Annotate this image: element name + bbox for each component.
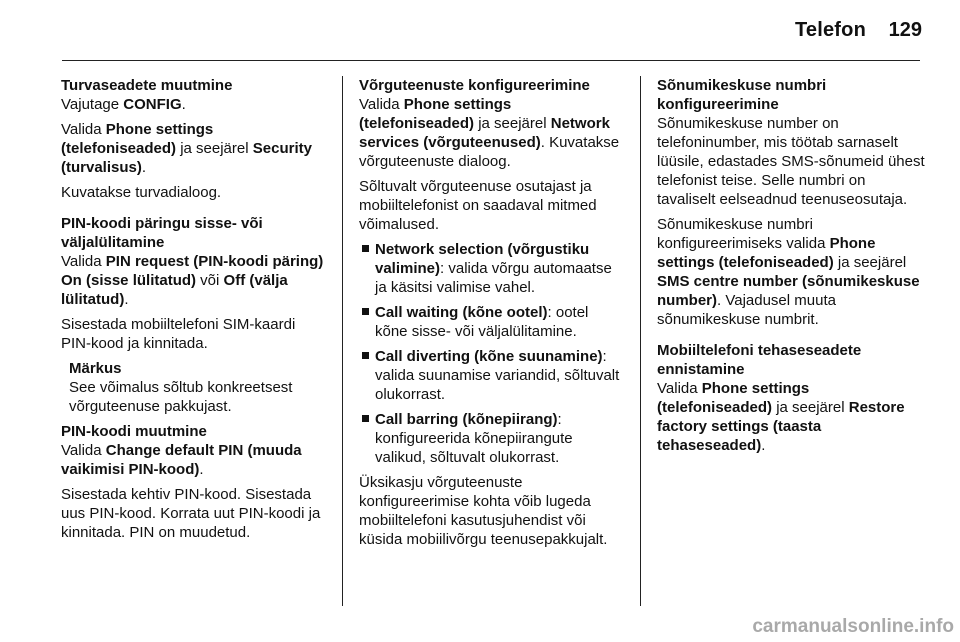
page-header — [0, 0, 960, 60]
section-heading-pin-request: PIN-koodi päringu sisse- või väljalülitamine — [61, 215, 263, 251]
note-text: See võimalus sõltub konkreetsest võrguteenuse pakkujast. — [69, 379, 293, 415]
paragraph: Vajutage CONFIG. — [61, 96, 186, 113]
bullet-square-icon — [362, 245, 369, 252]
section-heading-network-services: Võrguteenuste konfigureerimine — [359, 77, 590, 94]
watermark: carmanualsonline.info — [752, 616, 954, 637]
column-1 — [61, 76, 327, 548]
note-box — [69, 359, 327, 416]
header-divider — [62, 60, 920, 61]
paragraph: Üksikasju võrguteenuste konfigureerimise kohta võib lugeda mobiiltelefoni kasutusjuhendist või küsida mobiilivõrgu teenusepakkujalt. — [359, 474, 608, 548]
section-heading-security: Turvaseadete muutmine — [61, 77, 233, 94]
section-heading-factory-reset: Mobiiltelefoni tehaseseadete ennistamine — [657, 342, 862, 378]
column-3 — [657, 76, 927, 461]
paragraph: Sõnumikeskuse numbri konfigureerimiseks valida Phone settings (telefoniseaded) ja seejärel SMS centre number (sõnumikeskuse number). Vajadusel muuta sõnumikeskuse numbrit. — [657, 216, 920, 328]
column-2 — [359, 76, 625, 555]
paragraph: Sisestada kehtiv PIN-kood. Sisestada uus PIN-kood. Korrata uut PIN-koodi ja kinnitada. PIN on muudetud. — [61, 486, 321, 541]
page-title: Telefon — [794, 19, 866, 41]
bullet-square-icon — [362, 415, 369, 422]
paragraph: Valida PIN request (PIN-koodi päring) On (sisse lülitatud) või Off (välja lülitatud). — [61, 253, 324, 308]
page-number: 129 — [888, 19, 922, 41]
paragraph: Valida Change default PIN (muuda vaikimisi PIN-kood). — [61, 442, 302, 478]
bullet-square-icon — [362, 308, 369, 315]
note-title: Märkus — [69, 360, 122, 377]
bullet-square-icon — [362, 352, 369, 359]
section-heading-sms-centre: Sõnumikeskuse numbri konfigureerimine — [657, 77, 827, 113]
column-divider-1 — [342, 76, 343, 606]
paragraph: Kuvatakse turvadialoog. — [61, 184, 222, 201]
section-heading-change-pin: PIN-koodi muutmine — [61, 423, 207, 440]
list-item: Call waiting (kõne ootel): ootel kõne sisse- või väljalülitamine. — [359, 303, 625, 341]
paragraph: Valida Phone settings (telefoniseaded) ja seejärel Network services (võrguteenused). Kuvatakse võrguteenuste dialoog. — [359, 96, 620, 170]
paragraph: Sõnumikeskuse number on telefoninumber, mis töötab sarnaselt lüüsile, edastades SMS-sõnumeid ühest telefonist teise. Selle numbri on tavaliselt eelseadnud teenuseosutaja. — [657, 115, 925, 208]
paragraph: Sisestada mobiiltelefoni SIM-kaardi PIN-kood ja kinnitada. — [61, 316, 296, 352]
paragraph: Valida Phone settings (telefoniseaded) ja seejärel Security (turvalisus). — [61, 121, 312, 176]
list-item: Network selection (võrgustiku valimine): valida võrgu automaatse ja käsitsi valimise vahel. — [359, 240, 625, 297]
list-item: Call diverting (kõne suunamine): valida suunamise variandid, sõltuvalt olukorrast. — [359, 347, 625, 404]
paragraph: Valida Phone settings (telefoniseaded) ja seejärel Restore factory settings (taasta tehaseseaded). — [657, 380, 905, 454]
list-item: Call barring (kõnepiirang): konfigureerida kõnepiirangute valikud, sõltuvalt olukorrast. — [359, 410, 625, 467]
paragraph: Sõltuvalt võrguteenuse osutajast ja mobiiltelefonist on saadaval mitmed võimalused. — [359, 178, 597, 233]
column-divider-2 — [640, 76, 641, 606]
